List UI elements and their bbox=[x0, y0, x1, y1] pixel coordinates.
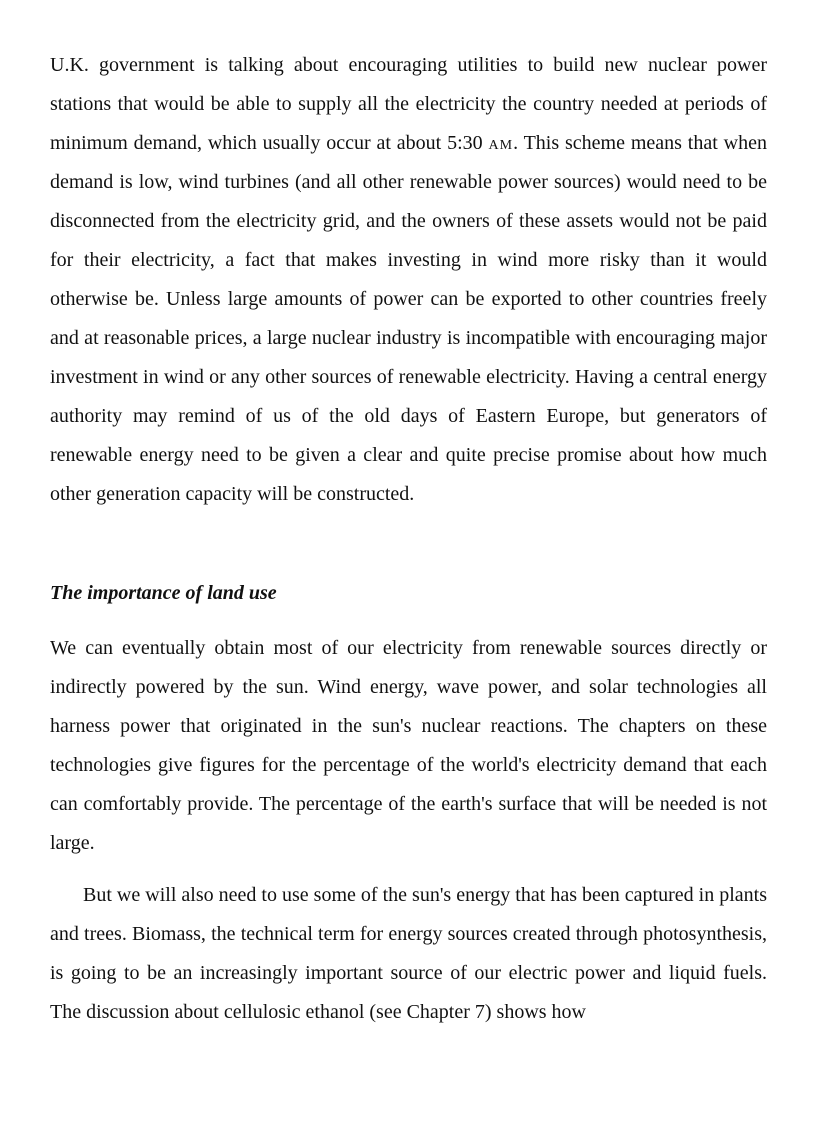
section-heading: The importance of land use bbox=[50, 582, 277, 604]
body-paragraph-nuclear-policy bbox=[50, 46, 767, 514]
time-suffix-am: am bbox=[488, 132, 514, 154]
paragraph-text-after-time: . This scheme means that when demand is low, wind turbines (and all other renewable power sources) would need to be disconnected from the electricity grid, and the owners of these assets would not be paid for their electricity, a fact that makes investing in wind more risky than it would otherwise be. Unless large amounts of power can be exported to other countries freely and at reasonable prices, a large nuclear industry is incompatible with encouraging major investment in wind or any other sources of renewable electricity. Having a central energy authority may remind of us of the old days of Eastern Europe, but generators of renewable energy need to be given a clear and quite precise promise about how much other generation capacity will be constructed. bbox=[50, 132, 767, 505]
body-paragraph-biomass: But we will also need to use some of the sun's energy that has been captured in plants and trees. Biomass, the technical term for energy sources created through photosynthesis, is going to be an increasingly important source of our electric power and liquid fuels. The discussion about cellulosic ethanol (see Chapter 7) shows how bbox=[50, 884, 767, 1023]
paragraph-text-before-time: U.K. government is talking about encouraging utilities to build new nuclear power stations that would be able to supply all the electricity the country needed at periods of minimum demand, which usually occur at about 5:30 bbox=[50, 54, 767, 154]
document-page bbox=[50, 46, 767, 1032]
body-paragraph-solar-sources: We can eventually obtain most of our electricity from renewable sources directly or indirectly powered by the sun. Wind energy, wave power, and solar technologies all harness power that originated in the sun's nuclear reactions. The chapters on these technologies give figures for the percentage of the world's electricity demand that each can comfortably provide. The percentage of the earth's surface that will be needed is not large. bbox=[50, 637, 767, 854]
